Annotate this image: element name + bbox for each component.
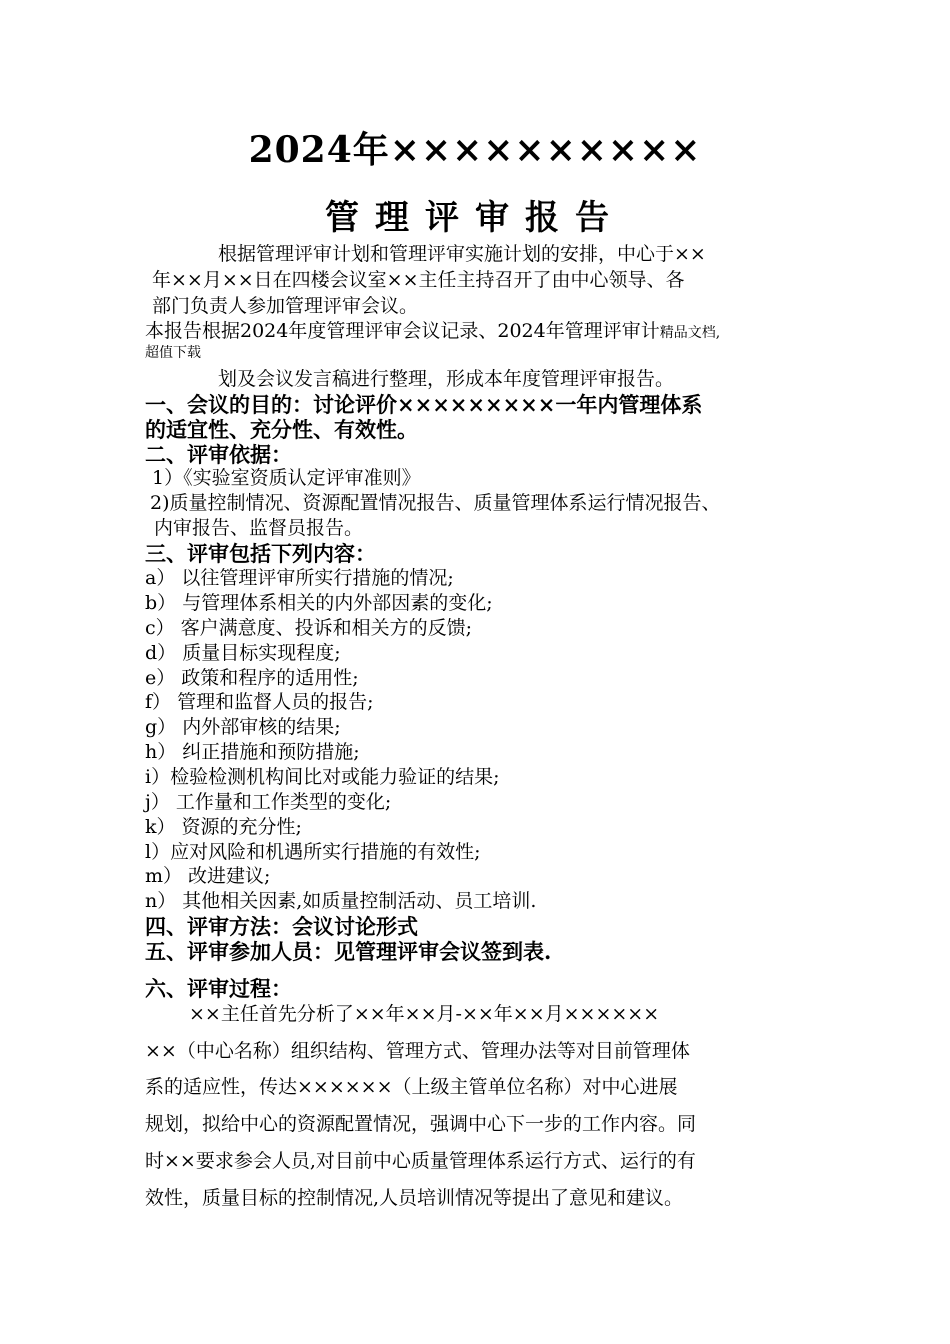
section-3-item-m: m） 改进建议; bbox=[145, 865, 271, 887]
section-2-item-2-line-2: 内审报告、监督员报告。 bbox=[154, 517, 364, 539]
section-3-item-g: g） 内外部审核的结果; bbox=[145, 716, 341, 738]
section-1-line-2: 的适宜性、充分性、有效性。 bbox=[145, 417, 418, 442]
basis-line-main: 本报告根据2024年度管理评审会议记录、2024年管理评审计 bbox=[145, 320, 660, 342]
section-3-item-f: f） 管理和监督人员的报告; bbox=[145, 691, 374, 713]
section-2-item-2-line-1: 2)质量控制情况、资源配置情况报告、质量管理体系运行情况报告、 bbox=[150, 492, 721, 514]
section-6-line-2: ××（中心名称）组织结构、管理方式、管理办法等对目前管理体 bbox=[145, 1040, 690, 1062]
intro-line-2: 年××月××日在四楼会议室××主任主持召开了由中心领导、各 bbox=[152, 269, 685, 291]
intro-line-1: 根据管理评审计划和管理评审实施计划的安排，中心于×× bbox=[218, 243, 706, 265]
section-3-item-n: n） 其他相关因素,如质量控制活动、员工培训. bbox=[145, 890, 537, 912]
watermark-text-2: 超值下载 bbox=[145, 345, 201, 361]
section-3-item-h: h） 纠正措施和预防措施; bbox=[145, 741, 360, 763]
section-6-line-5: 时××要求参会人员,对目前中心质量管理体系运行方式、运行的有 bbox=[145, 1150, 696, 1172]
watermark-text: 精品文档, bbox=[659, 325, 721, 341]
section-3-item-a: a） 以往管理评审所实行措施的情况; bbox=[145, 567, 454, 589]
section-5: 五、评审参加人员：见管理评审会议签到表. bbox=[145, 939, 552, 964]
section-3-item-l: l）应对风险和机遇所实行措施的有效性; bbox=[145, 841, 481, 863]
report-title: 管理评审报告 bbox=[325, 198, 625, 238]
section-3-item-c: c） 客户满意度、投诉和相关方的反馈; bbox=[145, 617, 473, 639]
section-6-line-1: ××主任首先分析了××年××月-××年××月×××××× bbox=[189, 1003, 660, 1025]
section-3-item-b: b） 与管理体系相关的内外部因素的变化; bbox=[145, 592, 493, 614]
report-title-year: 2024年×××××××××× bbox=[248, 129, 702, 171]
section-6-line-4: 规划，拟给中心的资源配置情况，强调中心下一步的工作内容。同 bbox=[145, 1113, 697, 1135]
section-3-item-e: e） 政策和程序的适用性; bbox=[145, 667, 359, 689]
section-4: 四、评审方法：会议讨论形式 bbox=[145, 914, 418, 939]
basis-line bbox=[145, 319, 720, 346]
intro-line-3: 部门负责人参加管理评审会议。 bbox=[152, 295, 419, 317]
section-6-line-3: 系的适应性，传达××××××（上级主管单位名称）对中心进展 bbox=[145, 1076, 678, 1098]
section-3-item-k: k） 资源的充分性; bbox=[145, 816, 302, 838]
basis-line-continued: 划及会议发言稿进行整理，形成本年度管理评审报告。 bbox=[218, 368, 675, 390]
section-3-item-d: d） 质量目标实现程度; bbox=[145, 642, 341, 664]
section-2-item-1: 1）《实验室资质认定评审准则》 bbox=[152, 467, 421, 489]
section-6-heading: 六、评审过程： bbox=[145, 976, 292, 1001]
section-3-heading: 三、评审包括下列内容： bbox=[145, 541, 376, 566]
section-2-heading: 二、评审依据： bbox=[145, 442, 292, 467]
section-1-line-1: 一、会议的目的：讨论评价×××××××××一年内管理体系 bbox=[145, 392, 703, 417]
section-3-item-j: j） 工作量和工作类型的变化; bbox=[145, 791, 392, 813]
section-3-item-i: i）检验检测机构间比对或能力验证的结果; bbox=[145, 766, 500, 788]
section-6-line-6: 效性，质量目标的控制情况,人员培训情况等提出了意见和建议。 bbox=[145, 1187, 684, 1209]
